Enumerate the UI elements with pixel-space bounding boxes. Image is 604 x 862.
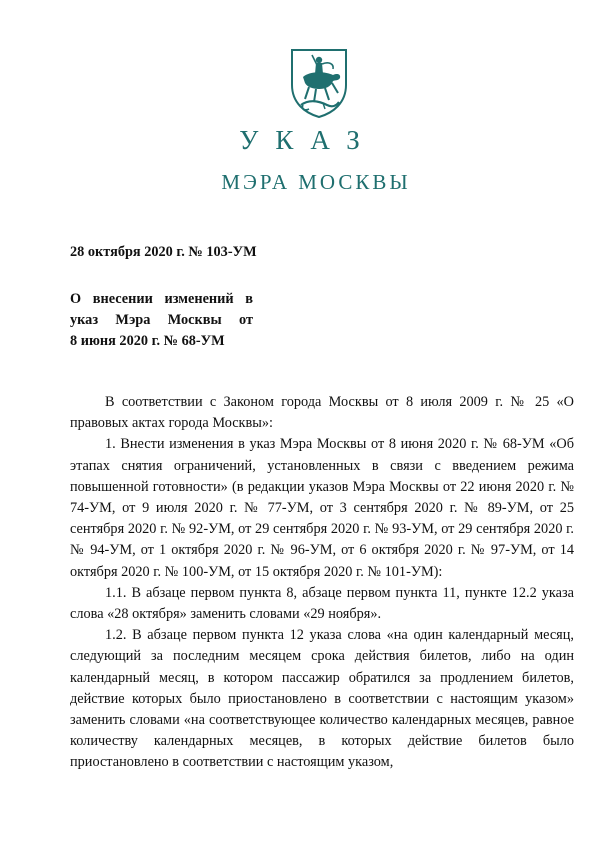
document-date-number: 28 октября 2020 г. № 103-УМ (70, 244, 257, 260)
document-body (70, 392, 574, 774)
decree-title: УКАЗ (239, 125, 377, 155)
document-heading (70, 289, 253, 352)
paragraph: 1. Внести изменения в указ Мэра Москвы от 8 июня 2020 г. № 68-УМ «Об этапах снятия ограничений, установленных в связи с введением режима повышенной готовности» (в редакции указов Мэра Москвы от 22 июня 2020 г. № 74-УМ, от 9 июля 2020 г. № 77-УМ, от 3 сентября 2020 г. № 89-УМ, от 25 сентября 2020 г. № 92-УМ, от 29 сентября 2020 г. № 93-УМ, от 29 сентября 2020 г. № 94-УМ, от 1 октября 2020 г. № 96-УМ, от 6 октября 2020 г. № 97-УМ, от 14 октября 2020 г. № 100-УМ, от 15 октября 2020 г. № 101-УМ): (70, 436, 574, 580)
paragraph: В соответствии с Законом города Москвы от 8 июля 2009 г. № 25 «О правовых актах города Москвы»: (70, 394, 574, 432)
heading-line: О внесении изменений в (70, 291, 253, 307)
heading-line: 8 июня 2020 г. № 68-УМ (70, 333, 225, 349)
decree-subtitle: МЭРА МОСКВЫ (221, 170, 411, 194)
heading-line: указ Мэра Москвы от (70, 312, 253, 328)
paragraph: 1.1. В абзаце первом пункта 8, абзаце первом пункта 11, пункте 12.2 указа слова «28 октября» заменить словами «29 ноября». (70, 584, 574, 623)
moscow-coat-of-arms-icon (289, 47, 349, 119)
paragraph: 1.2. В абзаце первом пункта 12 указа слова «на один календарный месяц, следующий за последним месяцем срока действия билетов, либо на один календарный месяц, в котором пассажир обратился за продлением билетов, действие которых было приостановлено в соответствии с настоящим указом» заменить словами «на соответствующее количество календарных месяцев, равное количеству календарных месяцев, в которых действие билетов было приостановлено в соответствии с настоящим указом, (70, 627, 574, 771)
